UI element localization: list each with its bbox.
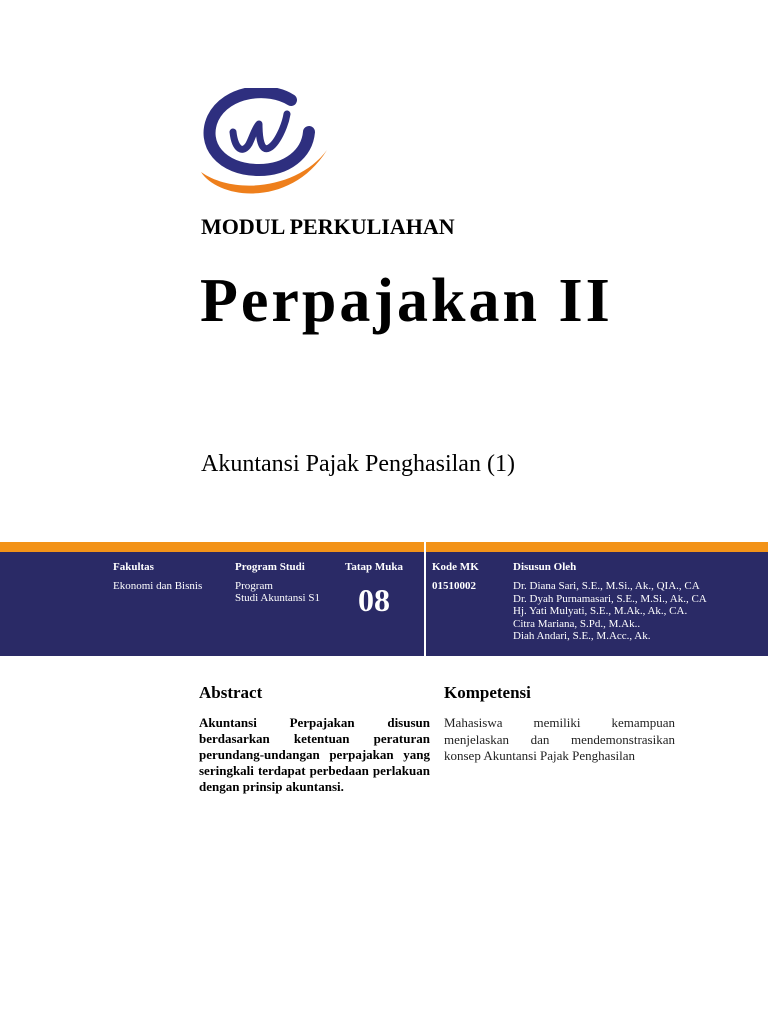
university-w-logo-icon: [199, 88, 329, 206]
tatap-muka-label: Tatap Muka: [345, 561, 403, 573]
page-subtitle: Akuntansi Pajak Penghasilan (1): [201, 451, 515, 477]
author-5: Diah Andari, S.E., M.Acc., Ak.: [513, 630, 651, 642]
kompetensi-heading: Kompetensi: [444, 683, 531, 702]
orange-stripe: [0, 542, 768, 552]
kode-mk-value: 01510002: [432, 580, 476, 592]
author-2: Dr. Dyah Purnamasari, S.E., M.Si., Ak., CA: [513, 593, 707, 605]
author-4: Citra Mariana, S.Pd., M.Ak..: [513, 618, 641, 630]
abstract-text: Akuntansi Perpajakan disusun berdasarkan ketentuan peraturan perundang-undangan perpajakan yang seringkali terdapat perbedaan perlakuan dengan prinsip akuntansi.: [199, 715, 430, 794]
modul-label: MODUL PERKULIAHAN: [201, 214, 455, 239]
disusun-oleh-label: Disusun Oleh: [513, 561, 577, 573]
kode-mk-label: Kode MK: [432, 561, 479, 573]
program-studi-line-2: Studi Akuntansi S1: [235, 592, 320, 604]
kompetensi-text: Mahasiswa memiliki kemampuan menjelaskan dan mendemonstrasikan konsep Akuntansi Pajak Penghasilan: [444, 715, 675, 763]
author-1: Dr. Diana Sari, S.E., M.Si., Ak., QIA., CA: [513, 580, 700, 592]
fakultas-label: Fakultas: [113, 561, 154, 573]
fakultas-value: Ekonomi dan Bisnis: [113, 580, 203, 592]
program-studi-label: Program Studi: [235, 561, 305, 573]
band-divider: [424, 542, 426, 656]
abstract-heading: Abstract: [199, 683, 263, 702]
tatap-muka-number: 08: [358, 582, 390, 618]
author-3: Hj. Yati Mulyati, S.E., M.Ak., Ak., CA.: [513, 605, 688, 617]
program-studi-line-1: Program: [235, 580, 273, 592]
page-title: Perpajakan II: [200, 267, 613, 335]
